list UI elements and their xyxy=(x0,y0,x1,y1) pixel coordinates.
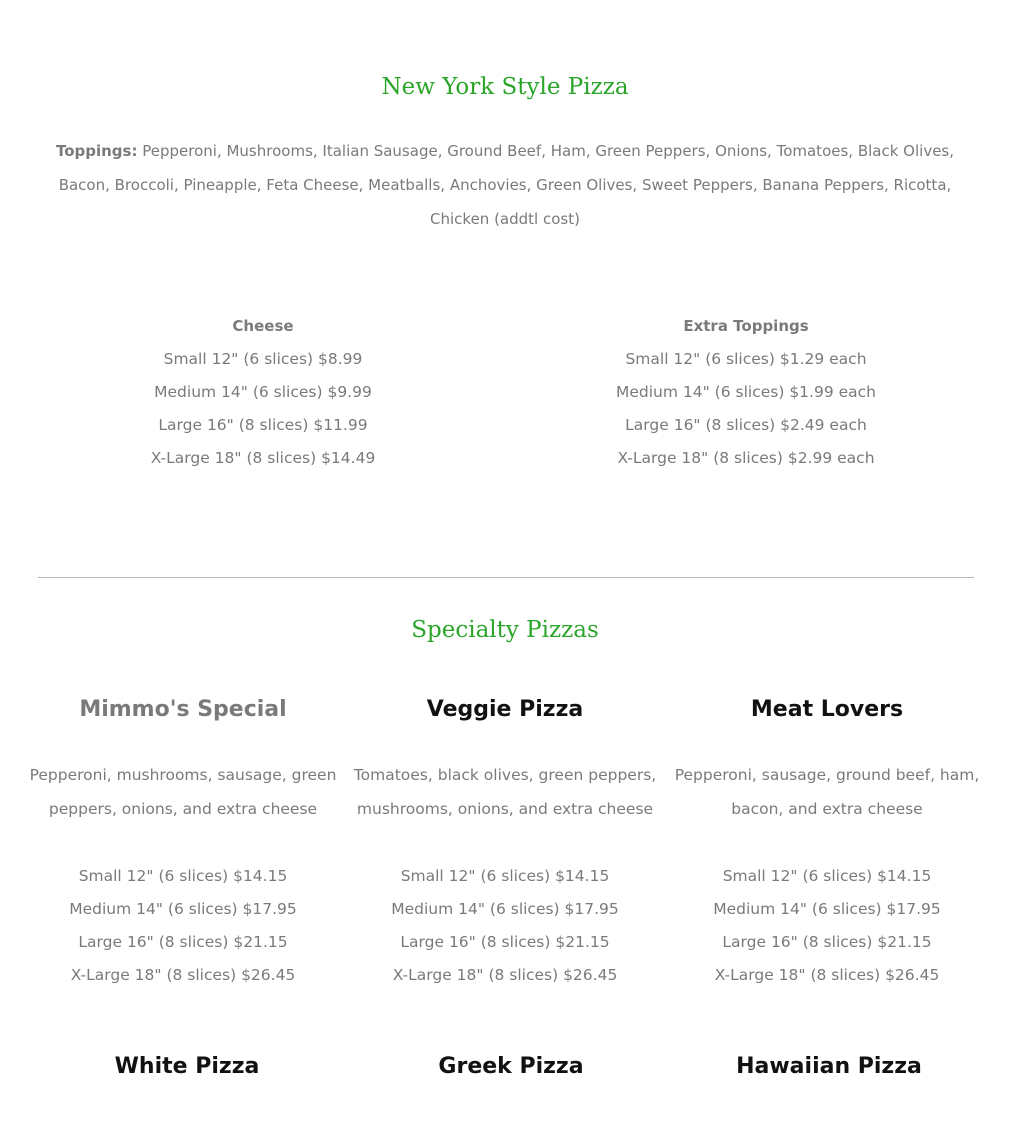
price-row: X-Large 18" (8 slices) $14.49 xyxy=(150,449,376,467)
cheese-heading: Cheese xyxy=(232,317,294,335)
price-row: Small 12" (6 slices) $14.15 xyxy=(722,867,932,885)
price-row: Large 16" (8 slices) $21.15 xyxy=(722,933,932,951)
pizza-name: Meat Lovers xyxy=(750,697,904,722)
pizza-card-greek xyxy=(346,1047,676,1087)
price-row: X-Large 18" (8 slices) $26.45 xyxy=(70,966,296,984)
pizza-name: Veggie Pizza xyxy=(426,697,584,722)
price-row: X-Large 18" (8 slices) $26.45 xyxy=(714,966,940,984)
extra-toppings-price-list xyxy=(571,310,921,475)
price-row: Medium 14" (6 slices) $17.95 xyxy=(391,900,619,918)
price-row: X-Large 18" (8 slices) $26.45 xyxy=(392,966,618,984)
price-row: X-Large 18" (8 slices) $2.99 each xyxy=(617,449,875,467)
pizza-sizes xyxy=(18,860,348,992)
price-row: Small 12" (6 slices) $1.29 each xyxy=(625,350,867,368)
pizza-card-veggie xyxy=(340,690,670,992)
pizza-sizes xyxy=(662,860,992,992)
price-row: Small 12" (6 slices) $8.99 xyxy=(163,350,363,368)
price-row: Medium 14" (6 slices) $1.99 each xyxy=(616,383,876,401)
pizza-name: Greek Pizza xyxy=(438,1054,584,1079)
pizza-description: Tomatoes, black olives, green peppers, mushrooms, onions, and extra cheese xyxy=(353,766,657,818)
price-row: Large 16" (8 slices) $11.99 xyxy=(158,416,368,434)
pizza-card-mimmos-special xyxy=(18,690,348,992)
price-row: Small 12" (6 slices) $14.15 xyxy=(400,867,610,885)
ny-style-title: New York Style Pizza xyxy=(381,74,629,100)
price-row: Large 16" (8 slices) $21.15 xyxy=(78,933,288,951)
pizza-name: White Pizza xyxy=(114,1054,260,1079)
pizza-card-hawaiian xyxy=(664,1047,994,1087)
pizza-description: Pepperoni, mushrooms, sausage, green peppers, onions, and extra cheese xyxy=(29,766,337,818)
price-row: Small 12" (6 slices) $14.15 xyxy=(78,867,288,885)
specialty-title: Specialty Pizzas xyxy=(411,617,599,643)
pizza-description: Pepperoni, sausage, ground beef, ham, bacon, and extra cheese xyxy=(674,766,980,818)
pizza-name: Mimmo's Special xyxy=(79,697,287,722)
price-row: Medium 14" (6 slices) $17.95 xyxy=(713,900,941,918)
toppings-label: Toppings: xyxy=(55,142,138,160)
cheese-price-list xyxy=(113,310,413,475)
pizza-card-white xyxy=(22,1047,352,1087)
price-row: Medium 14" (6 slices) $17.95 xyxy=(69,900,297,918)
price-row: Large 16" (8 slices) $21.15 xyxy=(400,933,610,951)
pizza-card-meat-lovers xyxy=(662,690,992,992)
price-row: Large 16" (8 slices) $2.49 each xyxy=(625,416,867,434)
extra-toppings-heading: Extra Toppings xyxy=(683,317,809,335)
price-row: Medium 14" (6 slices) $9.99 xyxy=(154,383,372,401)
section-divider xyxy=(38,577,974,578)
toppings-list: Pepperoni, Mushrooms, Italian Sausage, Ground Beef, Ham, Green Peppers, Onions, Tomatoes, Black Olives, Bacon, Broccoli, Pineapple, Feta Cheese, Meatballs, Anchovies, Green Olives, Sweet Peppers, Banana Peppers, Ricotta, Chicken (addtl cost) xyxy=(58,142,955,228)
toppings-paragraph xyxy=(50,134,960,236)
pizza-name: Hawaiian Pizza xyxy=(736,1054,922,1079)
pizza-sizes xyxy=(340,860,670,992)
